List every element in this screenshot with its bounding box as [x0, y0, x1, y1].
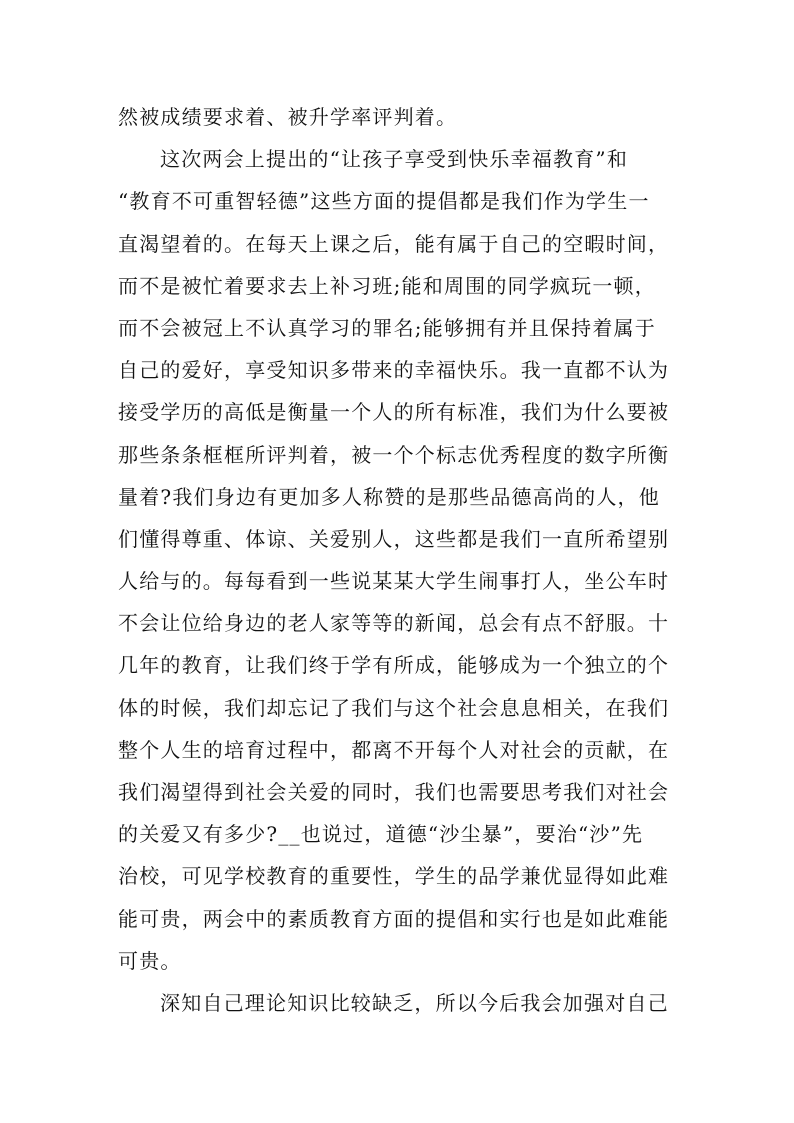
text-line: 我们渴望得到社会关爱的同时，我们也需要思考我们对社会 [118, 780, 670, 804]
text-line: 量着?我们身边有更加多人称赞的是那些品德高尚的人，他 [118, 484, 660, 509]
text-line: 然被成绩要求着、被升学率评判着。 [118, 105, 458, 129]
text-line: 治校，可见学校教育的重要性，学生的品学兼优显得如此难 [118, 864, 670, 889]
text-line: 的关爱又有多少?__也说过，道德“沙尘暴”，要治“沙”先 [118, 822, 644, 847]
text-line: 们懂得尊重、体谅、关爱别人，这些都是我们一直所希望别 [118, 526, 670, 551]
document-body [118, 96, 688, 1024]
text-line: 自己的爱好，享受知识多带来的幸福快乐。我一直都不认为 [118, 358, 670, 383]
text-line: 接受学历的高低是衡量一个人的所有标准，我们为什么要被 [118, 400, 670, 425]
text-line: 可贵。 [118, 948, 182, 973]
text-line: 能可贵，两会中的素质教育方面的提倡和实行也是如此难能 [118, 906, 670, 931]
paragraph-start-line: 这次两会上提出的“让孩子享受到快乐幸福教育”和 [160, 147, 629, 172]
paragraph-start-line: 深知自己理论知识比较缺乏，所以今后我会加强对自己 [160, 990, 669, 1015]
text-line: 直渴望着的。在每天上课之后，能有属于自己的空暇时间， [118, 231, 670, 256]
text-line: 整个人生的培育过程中，都离不开每个人对社会的贡献，在 [118, 737, 670, 762]
text-line: “教育不可重智轻德”这些方面的提倡都是我们作为学生一 [118, 189, 650, 214]
text-line: 不会让位给身边的老人家等等的新闻，总会有点不舒服。十 [118, 611, 670, 636]
text-line: 体的时候，我们却忘记了我们与这个社会息息相关，在我们 [118, 695, 670, 720]
text-line: 那些条条框框所评判着，被一个个标志优秀程度的数字所衡 [118, 442, 670, 467]
text-line: 几年的教育，让我们终于学有所成，能够成为一个独立的个 [118, 653, 670, 678]
text-line: 而不会被冠上不认真学习的罪名;能够拥有并且保持着属于 [118, 315, 656, 340]
text-line: 而不是被忙着要求去上补习班;能和周围的同学疯玩一顿， [118, 273, 656, 298]
text-line: 人给与的。每每看到一些说某某大学生闹事打人，坐公车时 [118, 569, 670, 594]
